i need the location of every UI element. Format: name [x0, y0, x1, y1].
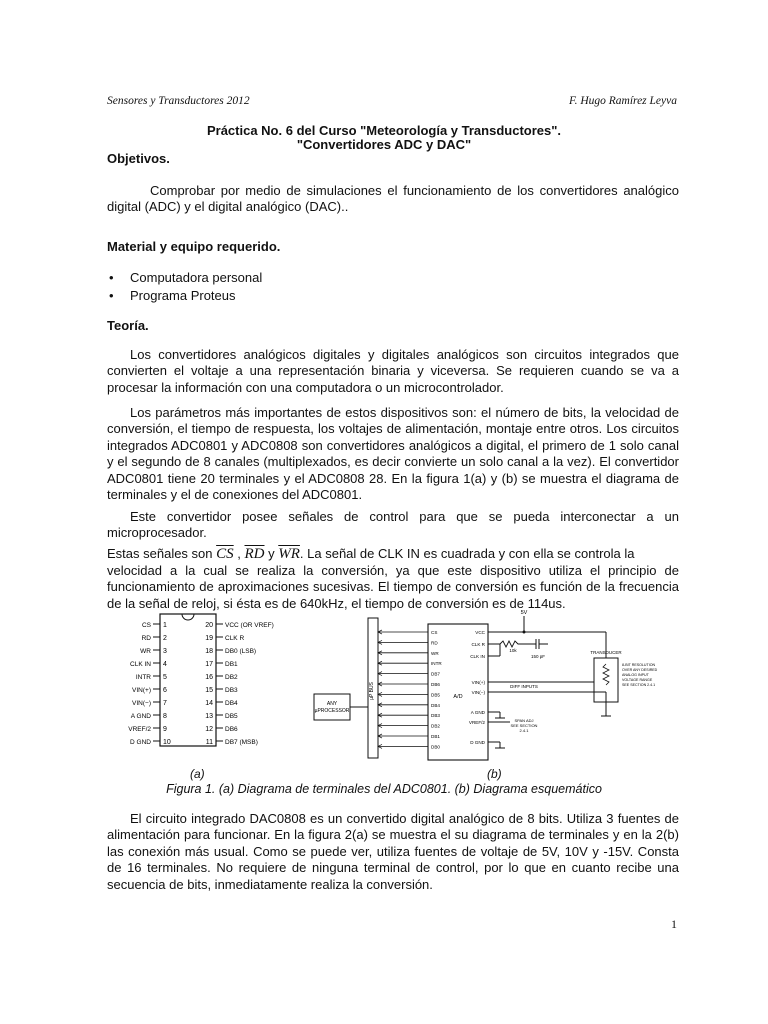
transducer-label: TRANSDUCER	[590, 650, 622, 655]
chip-pin-label: INTR	[431, 661, 442, 667]
chip-pin-label: DB3	[431, 713, 440, 719]
signal-rd: $\overline{RD}$	[244, 545, 265, 562]
objetivos-text: Comprobar por medio de simulaciones el funcionamiento de los convertidores analógico digital (ADC) y el digital analógico (DAC)..	[107, 183, 679, 215]
chip-pin-label: DB7	[431, 671, 440, 677]
pin-number: 14	[205, 700, 213, 707]
pin-label: DB4	[225, 700, 238, 707]
res-line5: SEE SECTION 2.4.1	[622, 683, 656, 687]
chip-pin-label: VIN(−)	[471, 690, 485, 695]
pin-label: VIN(+)	[132, 687, 151, 694]
chip-pin-label: DB0	[431, 744, 440, 750]
teoria-paragraph-1: Los convertidores analógicos digitales y digitales analógicos son circuitos integrados que convierten el voltaje a una representación binaria y viceversa. Se requieren cuando se va a procesar la información con una computadora o un microcontrolador.	[107, 347, 679, 395]
list-item: • Computadora personal	[107, 269, 507, 287]
pin-number: 11	[205, 739, 213, 746]
res-line4: VOLTAGE RANGE	[622, 678, 653, 682]
pin-label: CLK R	[225, 635, 245, 642]
pin-number: 1	[163, 622, 167, 629]
title-line-1: Práctica No. 6 del Curso "Meteorología y Transductores".	[206, 123, 562, 138]
vcc-label: 5V	[520, 610, 528, 616]
pin-label: RD	[141, 635, 151, 642]
teoria-paragraph-4: El circuito integrado DAC0808 es un convertido digital analógico de 8 bits. Utiliza 3 fuentes de alimentación para funcionar. En la figura 2(a) se muestra el su diagrama de terminales y en la 2(b) las conexión más usual. Como se puede ver, utiliza fuentes de voltaje de 5V, 10V y -15V. Consta de 16 terminales. No requiere de ninguna terminal de control, por lo que en cuanto recibe una secuencia de bits, inmediatamente realiza la conversión.	[107, 811, 679, 892]
pin-label: D GND	[130, 739, 151, 746]
teoria-p3-rest: velocidad a la cual se realiza la conversión, ya que este dispositivo utiliza el principio de funcionamiento de aproximaciones sucesivas. El tiempo de conversión es función de la frecuencia de la señal de reloj, si ésta es de 640kHz, el tiempo de conversión es de 114us.	[107, 562, 679, 611]
span-line1: SPAN ADJ	[514, 718, 534, 723]
pin-number: 12	[205, 726, 213, 733]
signals-cont: . La señal de CLK IN es cuadrada y con ella se controla la	[299, 545, 635, 561]
chip-pin-label: CLK IN	[470, 654, 485, 659]
objetivos-heading: Objetivos.	[107, 151, 170, 166]
chip-pin-label: DB4	[431, 702, 440, 708]
span-line2: SEE SECTION	[510, 723, 538, 728]
page-number: 1	[671, 917, 677, 931]
pin-number: 19	[205, 635, 213, 642]
pin-label: DB3	[225, 687, 238, 694]
chip-pin-label: CS	[431, 630, 438, 635]
figure1-caption: Figura 1. (a) Diagrama de terminales del ADC0801. (b) Diagrama esquemático	[166, 782, 602, 796]
signal-wr: $\overline{WR}$	[278, 545, 300, 562]
pin-number: 7	[163, 700, 167, 707]
pin-label: DB2	[225, 674, 238, 681]
pin-number: 20	[205, 622, 213, 629]
chip-pin-label: VCC	[475, 630, 485, 635]
pin-label: DB1	[225, 661, 238, 668]
pin-label: INTR	[135, 674, 151, 681]
signals-and: y	[268, 545, 275, 561]
chip-pin-label: DB2	[431, 723, 440, 729]
chip-pin-label: RD	[431, 640, 438, 646]
signal-cs: $\overline{CS}$	[216, 545, 234, 562]
pin-label: WR	[140, 648, 151, 655]
pin-number: 9	[163, 726, 167, 733]
pin-label: DB6	[225, 726, 238, 733]
pin-label: CLK IN	[130, 661, 151, 668]
figure1-label-a: (a)	[190, 767, 205, 781]
pin-number: 2	[163, 635, 167, 642]
res-line1: 8-BIT RESOLUTION	[622, 663, 656, 667]
resistor-label: 10k	[509, 648, 517, 653]
pin-number: 13	[205, 713, 213, 720]
pin-label: DB0 (LSB)	[225, 648, 257, 655]
chip-pin-label: DB1	[431, 734, 440, 739]
figure1-label-b: (b)	[487, 767, 502, 781]
pin-label: DB5	[225, 713, 238, 720]
teoria-p3-line-1: Este convertidor posee señales de control para que se pueda interconectar a un microprocesador.	[107, 509, 679, 541]
res-line2: OVER ANY DESIRED	[622, 668, 658, 672]
pin-label: A GND	[130, 713, 151, 720]
chip-pin-label: D GND	[470, 740, 485, 745]
pin-label: DB7 (MSB)	[225, 739, 258, 746]
pin-number: 5	[163, 674, 167, 681]
pin-label: VREF/2	[128, 726, 151, 733]
pin-number: 18	[205, 648, 213, 655]
pin-number: 4	[163, 661, 167, 668]
pin-number: 8	[163, 713, 167, 720]
material-heading: Material y equipo requerido.	[107, 239, 281, 254]
pin-number: 17	[205, 661, 213, 668]
chip-pin-label: WR	[431, 650, 439, 656]
title-line-2: "Convertidores ADC y DAC"	[296, 137, 472, 152]
up-box-line1: ANY	[326, 701, 338, 707]
pin-number: 6	[163, 687, 167, 694]
signals-intro: Estas señales son	[107, 545, 213, 561]
microprocessor-box	[314, 694, 350, 720]
bus-label: µP BUS	[369, 682, 375, 700]
chip-pin-label: DB5	[431, 692, 440, 698]
teoria-p3-line-2: Estas señales son $\overline{CS}$ , $\overline{RD}$ y $\overline{WR}$. La señal de CLK IN es cuadrada y con ella se controla la	[107, 545, 635, 562]
resistor-10k	[488, 641, 528, 647]
chip-pin-label: A GND	[470, 710, 485, 715]
chip-pin-label: VREF/2	[468, 720, 485, 725]
pin-number: 16	[205, 674, 213, 681]
res-line3: ANALOG INPUT	[622, 673, 649, 677]
teoria-heading: Teoría.	[107, 318, 149, 333]
pin-label: CS	[141, 622, 151, 629]
pin-number: 3	[163, 648, 167, 655]
pin-label: VCC (OR VREF)	[225, 622, 274, 629]
adc0801-schematic-figure	[310, 606, 658, 766]
capacitor-label: 150 pF	[530, 654, 546, 659]
chip-pin-label: DB6	[431, 682, 440, 687]
adc0801-pinout-figure	[120, 610, 300, 760]
header-left: Sensores y Transductores 2012	[107, 95, 250, 107]
material-list	[107, 269, 507, 305]
chip-center-label: A/D	[453, 694, 463, 700]
chip-pin-label: CLK R	[471, 642, 485, 647]
chip-pin-label: VIN(+)	[471, 680, 485, 685]
span-line3: 2.4.1	[519, 728, 529, 733]
pin-number: 10	[163, 739, 171, 746]
pin-label: VIN(−)	[132, 700, 151, 707]
teoria-paragraph-3	[107, 509, 679, 612]
teoria-paragraph-2: Los parámetros más importantes de estos dispositivos son: el número de bits, la velocidad de conversión, el tiempo de respuesta, los voltajes de alimentación, montaje entre otros. Los circuitos integrados ADC0801 y ADC0808 son convertidores analógicos a digital, el primero de 1 solo canal y el segundo de 8 canales (multiplexados, es decir convierte un solo canal a la vez). El convertidor ADC0801 tiene 20 terminales y el ADC0808 28. En la figura 1(a) y (b) se muestra el diagrama de terminales y el de conexiones del ADC0801.	[107, 405, 679, 503]
diff-inputs-label: DIFF INPUTS	[510, 684, 538, 689]
pin-number: 15	[205, 687, 213, 694]
list-item: • Programa Proteus	[107, 287, 507, 305]
header-right: F. Hugo Ramírez Leyva	[569, 95, 677, 107]
up-box-line2: µPROCESSOR	[314, 708, 350, 714]
vcc-node	[523, 631, 526, 634]
